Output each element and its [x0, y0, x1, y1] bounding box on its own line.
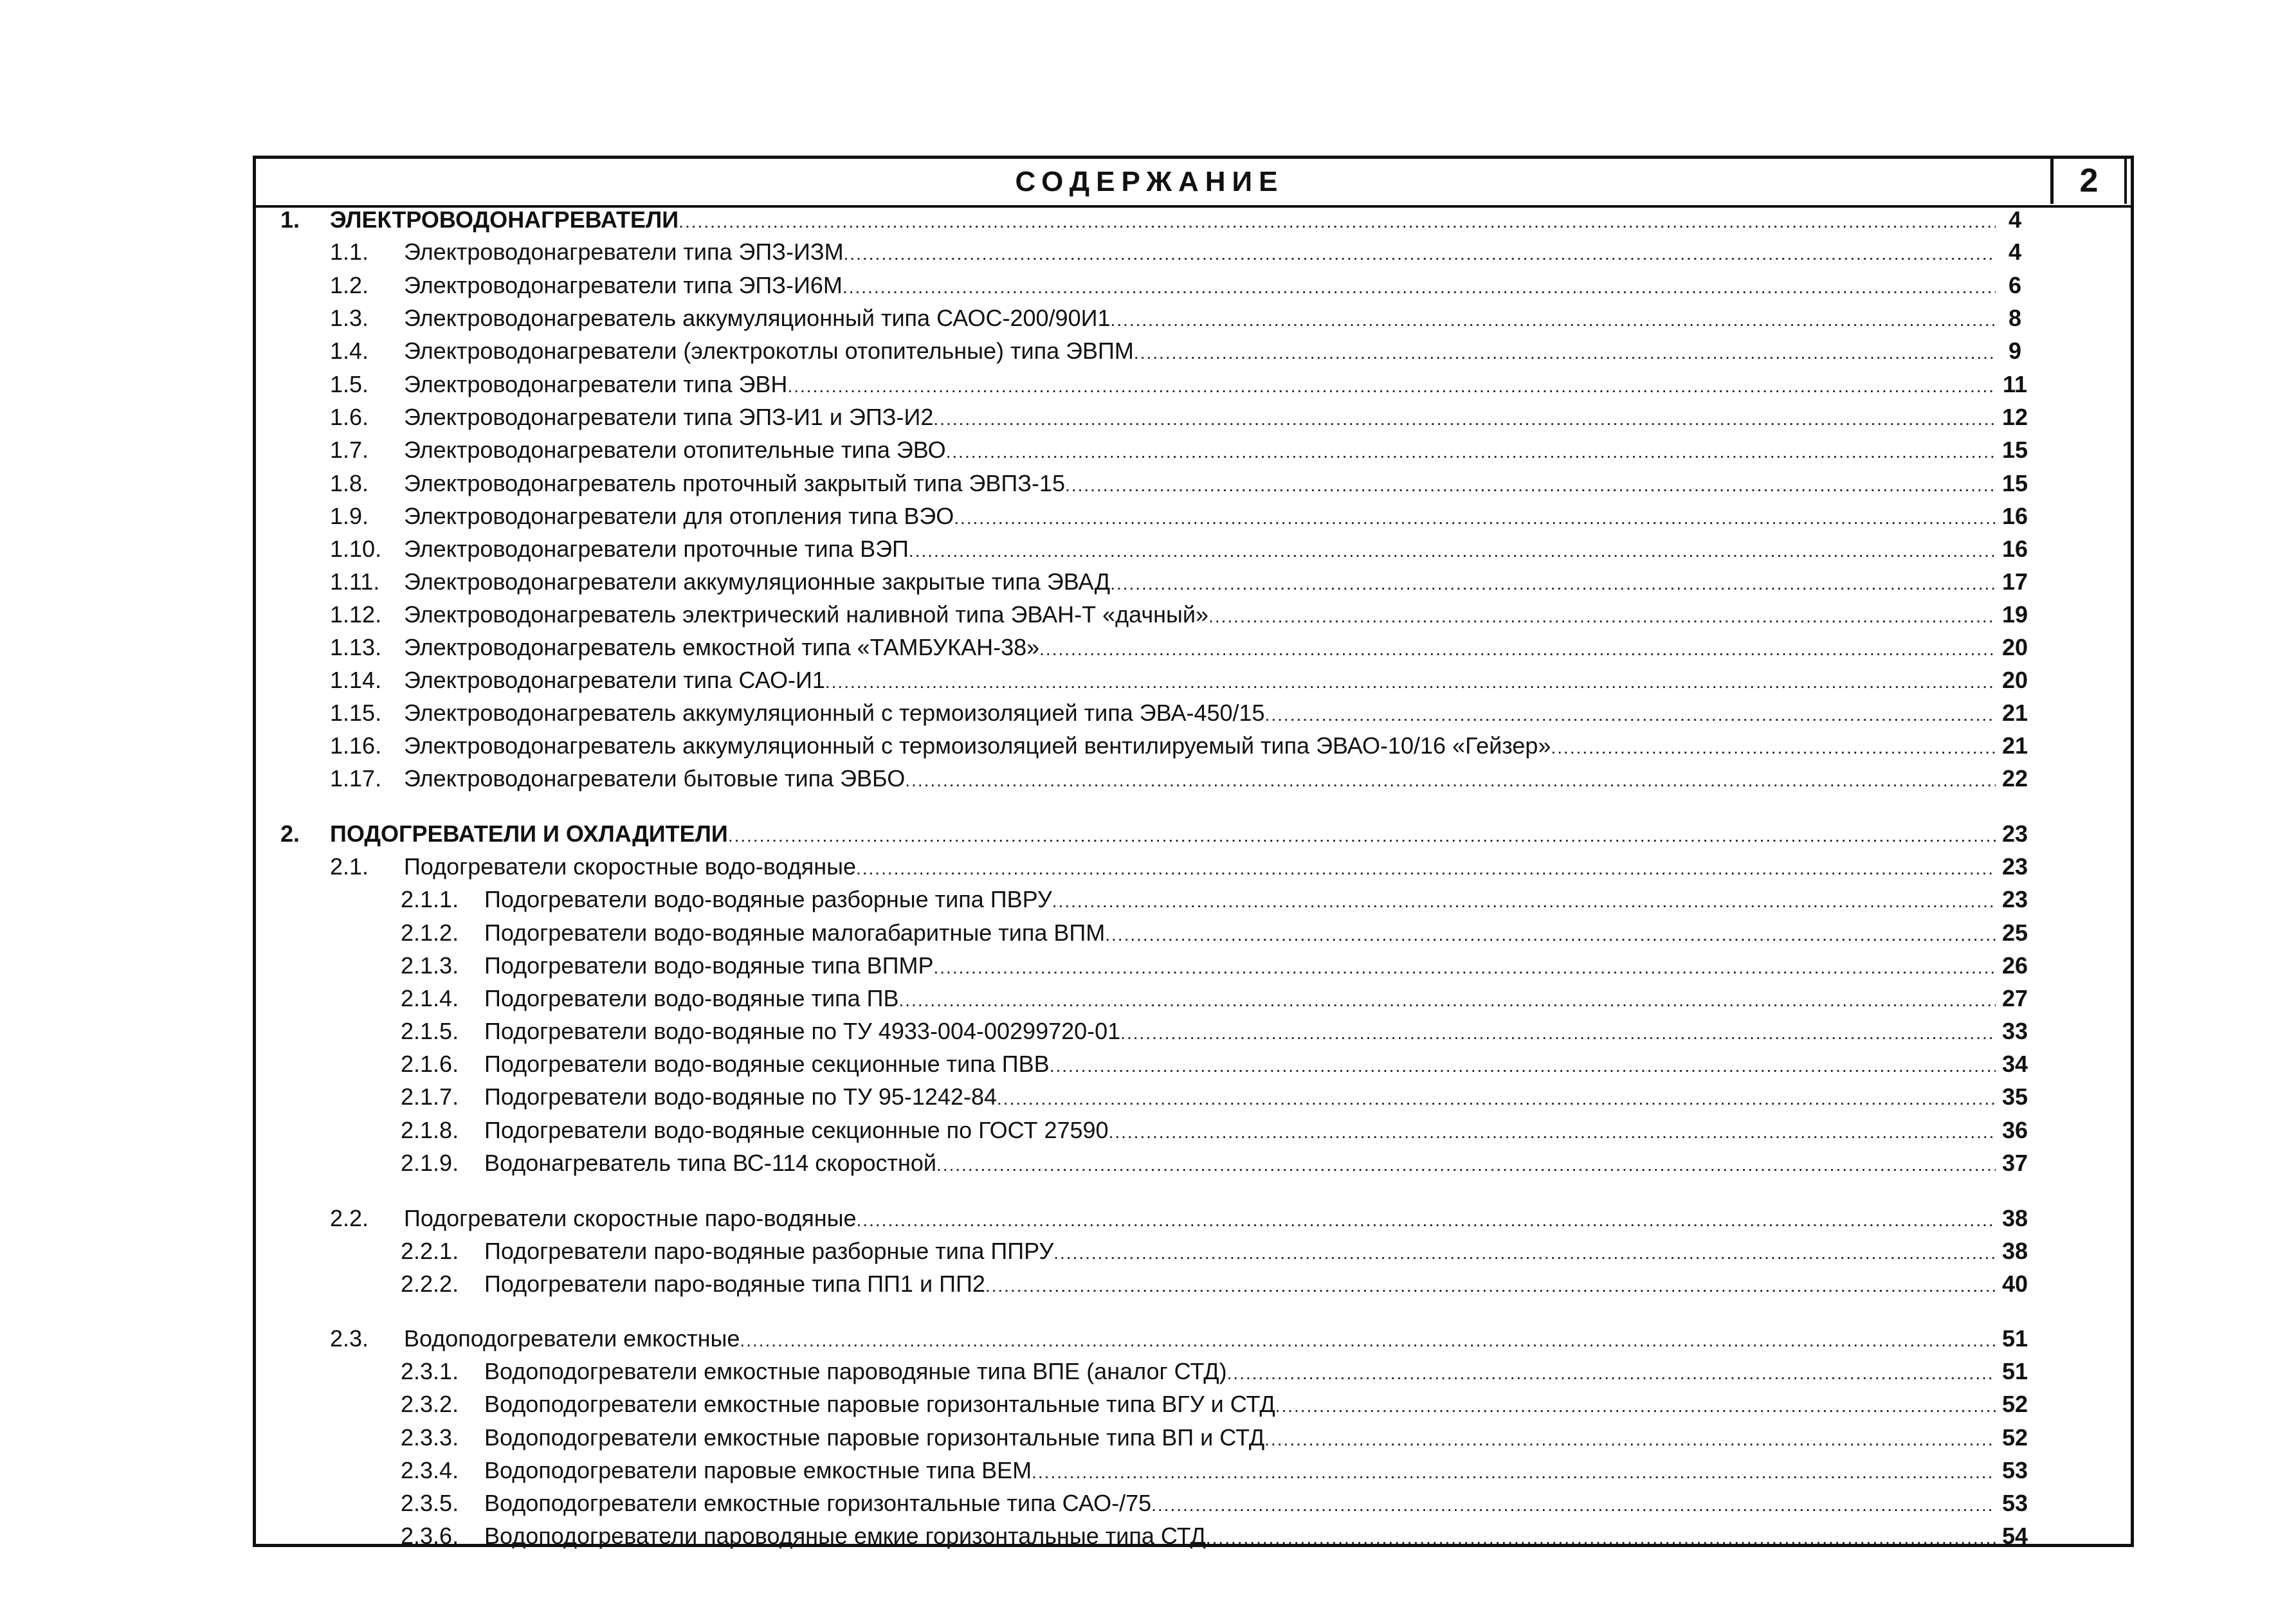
toc-entry-title-leader — [404, 502, 1996, 531]
toc-entry-page: 27 — [2001, 985, 2028, 1011]
toc-entry — [256, 1049, 2131, 1079]
toc-entry-page: 11 — [2002, 371, 2028, 397]
toc-entry-title-leader — [484, 984, 1996, 1013]
toc-entry-page: 38 — [2001, 1205, 2028, 1231]
toc-entry-title: Подогреватели водо-водяные секционные типа ПВВ — [484, 1051, 1050, 1077]
toc-entry-title-leader — [404, 1204, 1996, 1233]
toc-entry-number: 2.1.1. — [401, 886, 459, 912]
toc-entry — [256, 237, 2131, 267]
toc-entry-title: Водоподогреватели емкостные пароводяные типа ВПЕ (аналог СТД) — [484, 1358, 1227, 1384]
toc-entry-page: 22 — [2001, 765, 2028, 792]
toc-entry — [256, 567, 2131, 597]
toc-entry — [256, 1148, 2131, 1178]
toc-entry-page: 33 — [2001, 1018, 2028, 1044]
toc-entry-number: 2.3.1. — [401, 1358, 459, 1384]
toc-entry-title-leader — [404, 600, 1996, 629]
toc-entry-title-leader — [404, 1324, 1996, 1354]
toc-entry-title-leader — [484, 1456, 1996, 1485]
toc-entry-title-leader — [484, 1521, 1996, 1551]
toc-entry-title: Электроводонагреватель проточный закрытый типа ЭВПЗ-15 — [404, 470, 1066, 496]
toc-entry — [256, 435, 2131, 465]
toc-entry-title: Электроводонагреватель аккумуляционный типа САОС-200/90И1 — [404, 305, 1111, 331]
toc-entry-title: Подогреватели водо-водяные малогабаритные типа ВПМ — [484, 919, 1106, 946]
toc-entry-page: 51 — [2001, 1358, 2028, 1384]
toc-entry-page: 16 — [2001, 503, 2028, 529]
toc-entry-title: Подогреватели водо-водяные типа ПВ — [484, 985, 899, 1011]
toc-entry — [256, 205, 2131, 235]
toc-entry-title-leader — [404, 370, 1996, 399]
toc-entry-title-leader — [404, 567, 1996, 597]
toc-entry-page: 12 — [2001, 404, 2028, 430]
toc-entry-title: Подогреватели водо-водяные типа ВПМР — [484, 952, 934, 979]
toc-entry-title: Подогреватели скоростные паро-водяные — [404, 1205, 857, 1231]
toc-entry — [256, 336, 2131, 366]
toc-entry-number: 2.1.2. — [401, 919, 459, 946]
toc-entry-title: Водоподогреватели паровые емкостные типа ВЕМ — [484, 1457, 1032, 1483]
toc-entry-number: 1.13. — [330, 634, 382, 660]
toc-entry-title: Электроводонагреватели типа ЭВН — [404, 371, 788, 397]
toc-entry-title-leader — [484, 1082, 1996, 1112]
toc-entry-title: Электроводонагреватели бытовые типа ЭВБО — [404, 765, 906, 792]
toc-entry — [256, 698, 2131, 728]
toc-entry-title-leader — [484, 1017, 1996, 1046]
toc-entry-title-leader — [484, 1357, 1996, 1386]
toc-entry-page: 23 — [2001, 886, 2028, 912]
toc-entry — [256, 819, 2131, 849]
toc-entry-title-leader — [484, 1269, 1996, 1299]
toc-entry-number: 2.1.7. — [401, 1083, 459, 1110]
toc-entry-title: Подогреватели водо-водяные секционные по ГОСТ 27590 — [484, 1117, 1109, 1143]
toc-entry-title-leader — [404, 764, 1996, 793]
toc-entry-number: 1.5. — [330, 371, 369, 397]
toc-entry-title: Подогреватели паро-водяные разборные типа ППРУ — [484, 1238, 1054, 1264]
toc-entry-number: 1.14. — [330, 667, 382, 693]
toc-entry — [256, 1082, 2131, 1112]
toc-entry — [256, 1489, 2131, 1518]
toc-entry-number: 2.3.2. — [401, 1391, 459, 1417]
toc-entry-title: Электроводонагреватели типа ЭПЗ-И1 и ЭПЗ-И2 — [404, 404, 934, 430]
toc-entry-page: 17 — [2001, 568, 2028, 595]
toc-entry — [256, 502, 2131, 531]
toc-entry-number: 1.4. — [330, 338, 369, 364]
toc-entry-page: 40 — [2001, 1271, 2028, 1297]
toc-entry — [256, 951, 2131, 981]
toc-entry-page: 51 — [2001, 1325, 2028, 1352]
toc-entry-number: 2.1. — [330, 853, 369, 880]
toc-entry — [256, 1269, 2131, 1299]
toc-entry — [256, 271, 2131, 300]
toc-entry — [256, 1236, 2131, 1266]
toc-entry-title-leader — [404, 852, 1996, 882]
toc-entry-title-leader — [404, 403, 1996, 432]
toc-entry-title: Подогреватели водо-водяные разборные типа ПВРУ — [484, 886, 1052, 912]
toc-entry-title-leader — [484, 951, 1996, 981]
toc-entry-page: 53 — [2001, 1490, 2028, 1516]
toc-entry-page: 38 — [2001, 1238, 2028, 1264]
page-number: 2 — [2050, 158, 2127, 204]
toc-entry-number: 2.2.1. — [401, 1238, 459, 1264]
toc-entry — [256, 1521, 2131, 1551]
toc-entry-title-leader — [404, 303, 1996, 333]
toc-entry-title: Электроводонагреватели типа САО-И1 — [404, 667, 825, 693]
toc-entry-number: 2.2. — [330, 1205, 369, 1231]
toc-entry-number: 1.17. — [330, 765, 382, 792]
toc-entry-title: Электроводонагреватели проточные типа ВЭП — [404, 536, 909, 562]
toc-entry-title-leader — [404, 666, 1996, 695]
toc-entry-number: 2.1.6. — [401, 1051, 459, 1077]
toc-entry — [256, 764, 2131, 793]
toc-entry-number: 1.6. — [330, 404, 369, 430]
toc-entry-title-leader — [404, 633, 1996, 662]
toc-entry — [256, 1324, 2131, 1354]
toc-entry-title: Водонагреватель типа ВС-114 скоростной — [484, 1150, 937, 1176]
toc-entry-number: 2.3.6. — [401, 1523, 459, 1549]
toc-entry — [256, 666, 2131, 695]
toc-entry-title: Подогреватели водо-водяные по ТУ 4933-004-00299720-01 — [484, 1018, 1121, 1044]
toc-entry-number: 2.3.3. — [401, 1424, 459, 1451]
toc-entry-title: Электроводонагреватель электрический наливной типа ЭВАН-Т «дачный» — [404, 601, 1209, 628]
toc-entry-title: ЭЛЕКТРОВОДОНАГРЕВАТЕЛИ — [330, 206, 679, 233]
toc-entry-title-leader — [404, 435, 1996, 465]
toc-entry — [256, 600, 2131, 629]
toc-entry-title-leader — [404, 237, 1996, 267]
toc-entry-title-leader — [484, 1423, 1996, 1453]
toc-entry-number: 2.1.9. — [401, 1150, 459, 1176]
toc-entry-number: 1.11. — [330, 568, 380, 595]
toc-entry-page: 25 — [2001, 919, 2028, 946]
toc-entry-page: 35 — [2001, 1083, 2028, 1110]
toc-entry-page: 6 — [2008, 272, 2022, 298]
toc-entry-page: 52 — [2001, 1391, 2028, 1417]
toc-entry-title: Электроводонагреватели отопительные типа ЭВО — [404, 437, 946, 463]
toc-entry-page: 34 — [2001, 1051, 2028, 1077]
toc-entry-page: 20 — [2001, 667, 2028, 693]
toc-entry — [256, 1204, 2131, 1233]
toc-entry — [256, 1456, 2131, 1485]
toc-entry-page: 21 — [2001, 732, 2028, 759]
toc-entry-title-leader — [404, 731, 1996, 761]
toc-entry — [256, 303, 2131, 333]
toc-entry — [256, 885, 2131, 914]
toc-entry-page: 19 — [2001, 601, 2028, 628]
toc-entry-number: 1.1. — [330, 239, 369, 265]
toc-entry-title-leader — [484, 1390, 1996, 1419]
toc-entry-title: Водоподогреватели емкостные паровые горизонтальные типа ВГУ и СТД — [484, 1391, 1275, 1417]
toc-entry-title: Электроводонагреватели типа ЭПЗ-ИЗМ — [404, 239, 844, 265]
toc-entry-number: 2.3.5. — [401, 1490, 459, 1516]
toc-entry-title-leader — [330, 819, 1996, 849]
toc-entry — [256, 984, 2131, 1013]
toc-entry-title-leader — [404, 271, 1996, 300]
toc-entry-number: 1.3. — [330, 305, 369, 331]
toc-entry — [256, 918, 2131, 948]
toc-entry-title: Электроводонагреватели для отопления типа ВЭО — [404, 503, 954, 529]
toc-entry-page: 21 — [2001, 700, 2028, 726]
toc-entry-title: Электроводонагреватели типа ЭПЗ-И6М — [404, 272, 843, 298]
toc-entry-number: 2.1.3. — [401, 952, 459, 979]
toc-entry — [256, 633, 2131, 662]
contents-header — [256, 159, 2131, 208]
toc-entry-title-leader — [330, 205, 1996, 235]
toc-entry-title-leader — [484, 1489, 1996, 1518]
toc-entry-number: 2.3. — [330, 1325, 369, 1352]
toc-entry-page: 15 — [2001, 470, 2028, 496]
toc-entry-title-leader — [404, 336, 1996, 366]
toc-entry-title: Подогреватели скоростные водо-водяные — [404, 853, 856, 880]
toc-entry-title-leader — [484, 1116, 1996, 1145]
toc-entry-number: 1.15. — [330, 700, 382, 726]
toc-entry-title-leader — [404, 698, 1996, 728]
toc-entry-title: Водоподогреватели емкостные горизонтальные типа САО-/75 — [484, 1490, 1152, 1516]
toc-entry-title-leader — [484, 885, 1996, 914]
toc-entry-page: 23 — [2001, 853, 2028, 880]
toc-entry-title: Водоподогреватели емкостные паровые горизонтальные типа ВП и СТД — [484, 1424, 1265, 1451]
toc-entry-title-leader — [484, 1049, 1996, 1079]
toc-entry-page: 54 — [2001, 1523, 2028, 1549]
toc-entry — [256, 1423, 2131, 1453]
toc-entry-number: 1.8. — [330, 470, 369, 496]
toc-entry — [256, 852, 2131, 882]
toc-entry-number: 1.2. — [330, 272, 369, 298]
toc-entry-number: 2.1.8. — [401, 1117, 459, 1143]
toc-entry-page: 4 — [2008, 206, 2022, 233]
toc-entry-page: 9 — [2008, 338, 2022, 364]
toc-entry — [256, 1116, 2131, 1145]
toc-entry-title-leader — [404, 534, 1996, 564]
toc-entry-number: 2.3.4. — [401, 1457, 459, 1483]
toc-entry-title: ПОДОГРЕВАТЕЛИ И ОХЛАДИТЕЛИ — [330, 820, 728, 847]
toc-entry-number: 1.10. — [330, 536, 382, 562]
toc-entry-title: Электроводонагреватели аккумуляционные закрытые типа ЭВАД — [404, 568, 1111, 595]
toc-entry-number: 2.2.2. — [401, 1271, 459, 1297]
toc-entry-page: 20 — [2001, 634, 2028, 660]
contents-frame — [253, 156, 2134, 1547]
toc-entry-number: 1.7. — [330, 437, 369, 463]
toc-entry-number: 2.1.4. — [401, 985, 459, 1011]
toc-entry-page: 37 — [2001, 1150, 2028, 1176]
toc-entry-title: Подогреватели паро-водяные типа ПП1 и ПП2 — [484, 1271, 985, 1297]
toc-entry-title: Водоподогреватели емкостные — [404, 1325, 740, 1352]
toc-entry-title: Водоподогреватели пароводяные емкие горизонтальные типа СТД — [484, 1523, 1206, 1549]
toc-entry-number: 1.16. — [330, 732, 382, 759]
toc-entry-title-leader — [404, 469, 1996, 498]
toc-entry-number: 1.12. — [330, 601, 382, 628]
toc-entry-page: 4 — [2008, 239, 2022, 265]
toc-entry-page: 53 — [2001, 1457, 2028, 1483]
toc-entry-number: 1.9. — [330, 503, 369, 529]
page-title: СОДЕРЖАНИЕ — [1015, 166, 1284, 197]
toc-entry-number: 2. — [280, 820, 300, 847]
toc-entry — [256, 731, 2131, 761]
toc-entry-page: 23 — [2001, 820, 2028, 847]
toc-entry-page: 16 — [2001, 536, 2028, 562]
toc-entry-title: Электроводонагреватель емкостной типа «ТАМБУКАН-38» — [404, 634, 1040, 660]
toc-entry-page: 26 — [2001, 952, 2028, 979]
toc-entry — [256, 370, 2131, 399]
toc-entry-title: Электроводонагреватель аккумуляционный с термоизоляцией вентилируемый типа ЭВАО-10/16 «Гейзер» — [404, 732, 1551, 759]
toc-entry — [256, 1390, 2131, 1419]
toc-entry-page: 8 — [2008, 305, 2022, 331]
toc-entry-title-leader — [484, 918, 1996, 948]
toc-entry — [256, 1017, 2131, 1046]
toc-entry — [256, 534, 2131, 564]
toc-entry-title: Подогреватели водо-водяные по ТУ 95-1242-84 — [484, 1083, 998, 1110]
toc-entry-page: 15 — [2001, 437, 2028, 463]
toc-entry-title-leader — [484, 1148, 1996, 1178]
toc-entry — [256, 403, 2131, 432]
toc-entry — [256, 469, 2131, 498]
toc-entry-title: Электроводонагреватели (электрокотлы отопительные) типа ЭВПМ — [404, 338, 1134, 364]
toc-entry-page: 36 — [2001, 1117, 2028, 1143]
toc-entry — [256, 1357, 2131, 1386]
toc-entry-number: 1. — [280, 206, 300, 233]
toc-entry-page: 52 — [2001, 1424, 2028, 1451]
toc-entry-title-leader — [484, 1236, 1996, 1266]
toc-entry-title: Электроводонагреватель аккумуляционный с термоизоляцией типа ЭВА-450/15 — [404, 700, 1265, 726]
toc-entry-number: 2.1.5. — [401, 1018, 459, 1044]
